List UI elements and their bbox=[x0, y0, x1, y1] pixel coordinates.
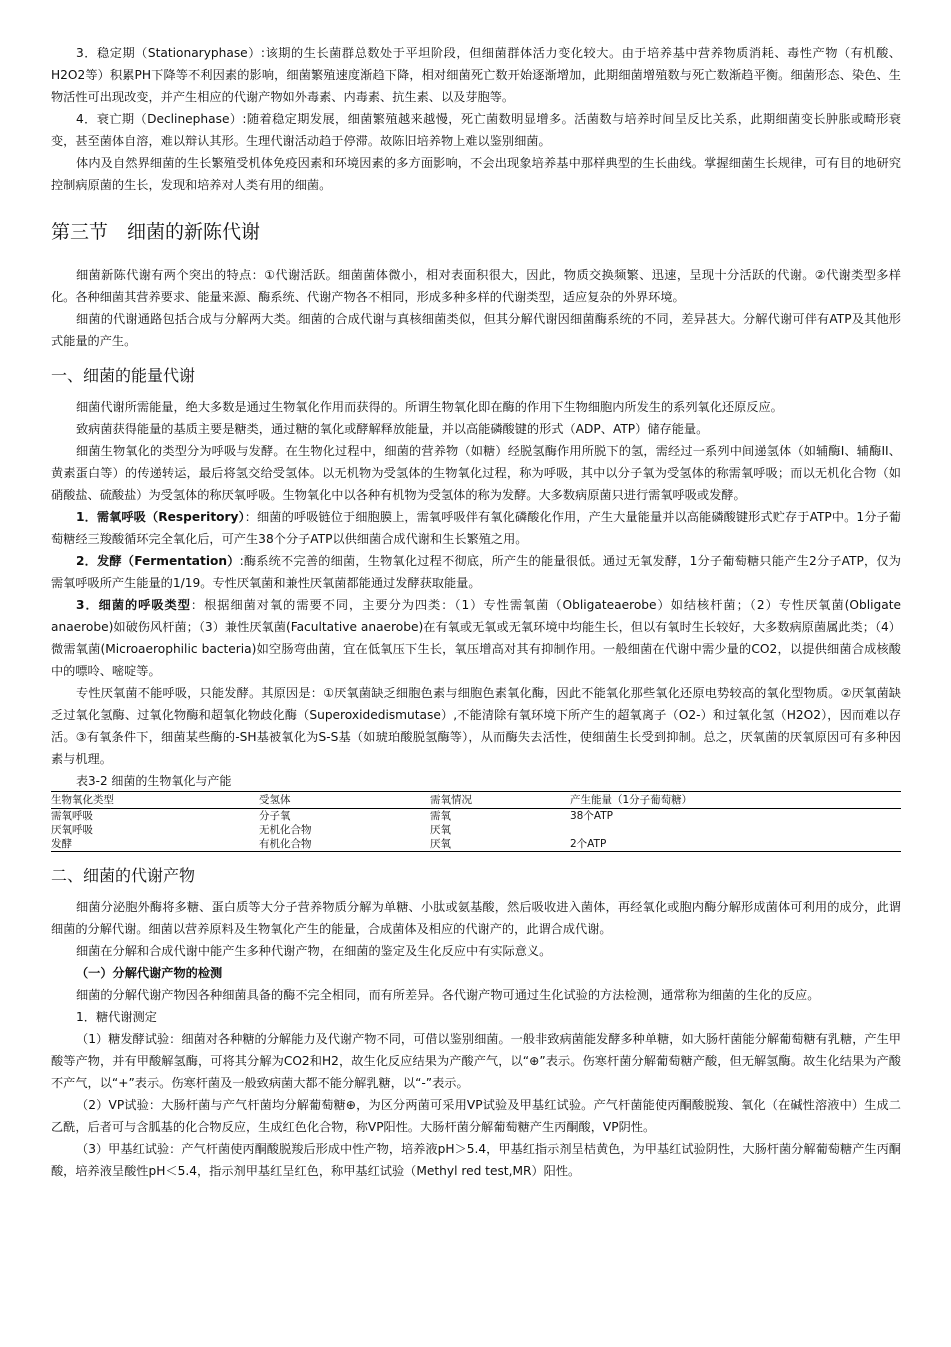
table-cell: 需氧 bbox=[430, 810, 451, 822]
table-header-row bbox=[51, 792, 901, 809]
energy-paragraph-2: 致病菌获得能量的基质主要是糖类，通过糖的氧化或酵解释放能量，并以高能磷酸键的形式（ADP、ATP）储存能量。 bbox=[76, 422, 709, 436]
table-row bbox=[51, 809, 901, 824]
table-cell: 需氧呼吸 bbox=[51, 810, 93, 822]
table-header-cell: 需氧情况 bbox=[430, 792, 570, 809]
aerobic-respiration-text: ：细菌的呼吸链位于细胞膜上，需氧呼吸伴有氧化磷酸化作用，产生大量能量并以高能磷酸键形式贮存于ATP中。1分子葡萄糖经三羧酸循环完全氧化后，可产生38个分子ATP以供细菌合成代谢和生长繁殖之用。 bbox=[51, 510, 901, 546]
oxidation-energy-table bbox=[51, 791, 901, 852]
products-paragraph-2: 细菌在分解和合成代谢中能产生多种代谢产物，在细菌的鉴定及生化反应中有实际意义。 bbox=[76, 944, 552, 958]
aerobic-respiration-item bbox=[51, 506, 901, 550]
sugar-fermentation-test-paragraph: （1）糖发酵试验：细菌对各种糖的分解能力及代谢产物不同，可借以鉴别细菌。一般非致病菌能发酵多种单糖，如大肠杆菌能分解葡萄糖有乳糖，产生甲酸等产物，并有甲酸解氢酶，可将其分解为CO2和H2，故生化反应结果为产酸产气，以“⊕”表示。伤寒杆菌分解葡萄糖产酸，但无解氢酶。故生化结果为产酸不产气，以“+”表示。伤寒杆菌及一般致病菌大都不能分解乳糖，以“-”表示。 bbox=[51, 1032, 901, 1090]
energy-paragraph-3: 细菌生物氧化的类型分为呼吸与发酵。在生物化过程中，细菌的营养物（如糖）经脱氢酶作用所脱下的氢，需经过一系列中间递氢体（如辅酶I、辅酶II、黄素蛋白等）的传递转运，最后将氢交给受氢体。以无机物为受氢体的生物氧化过程，称为呼吸，其中以分子氧为受氢体的称需氧呼吸；而以无机化合物（如硝酸盐、硫酸盐）为受氢体的称厌氧呼吸。生物氧化中以各种有机物为受氢体的称为发酵。大多数病原菌只进行需氧呼吸或发酵。 bbox=[51, 444, 901, 502]
products-paragraph-1: 细菌分泌胞外酶将多糖、蛋白质等大分子营养物质分解为单糖、小肽或氨基酸，然后吸收进入菌体，再经氧化或胞内酶分解形成菌体可利用的成分，此谓细菌的分解代谢。细菌以营养原料及生物氧化产生的能量，合成菌体及相应的代谢产的，此谓合成代谢。 bbox=[51, 900, 901, 936]
respiration-types-heading: 3．细菌的呼吸类型 bbox=[76, 598, 191, 612]
table-cell: 发酵 bbox=[51, 837, 259, 852]
metabolism-pathways-paragraph: 细菌的代谢通路包括合成与分解两大类。细菌的合成代谢与真核细菌类似，但其分解代谢因细菌酶系统的不同，差异甚大。分解代谢可伴有ATP及其他形式能量的产生。 bbox=[51, 312, 901, 348]
table-header-cell: 生物氧化类型 bbox=[51, 792, 259, 809]
stationary-phase-paragraph: 3．稳定期（Stationaryphase）:该期的生长菌群总数处于平坦阶段，但细菌群体活力变化较大。由于培养基中营养物质消耗、毒性产物（有机酸、H2O2等）积累PH下降等不利因素的影响，细菌繁殖速度渐趋下降，相对细菌死亡数开始逐渐增加，此期细菌增殖数与死亡数渐趋平衡。细菌形态、染色、生物活性可出现改变，并产生相应的代谢产物如外毒素、内毒素、抗生素、以及芽胞等。 bbox=[51, 46, 901, 104]
catabolism-detection-subheading-text: （一）分解代谢产物的检测 bbox=[76, 966, 223, 980]
vp-test-paragraph: （2）VP试验：大肠杆菌与产气杆菌均分解葡萄糖⊕，为区分两菌可采用VP试验及甲基红试验。产气杆菌能使丙酮酸脱羧、氧化（在碱性溶液中）生成二乙酰，后者可与含胍基的化合物反应，生成红色化合物，称VP阳性。大肠杆菌分解葡萄糖产生丙酮酸，VP阴性。 bbox=[51, 1098, 901, 1134]
products-paragraph-3: 细菌的分解代谢产物因各种细菌具备的酶不完全相同，而有所差异。各代谢产物可通过生化试验的方法检测，通常称为细菌的生化的反应。 bbox=[76, 988, 820, 1002]
table-cell: 厌氧呼吸 bbox=[51, 824, 93, 836]
methyl-red-test-paragraph: （3）甲基红试验：产气杆菌使丙酮酸脱羧后形成中性产物，培养液pH＞5.4，甲基红指示剂呈桔黄色，为甲基红试验阴性，大肠杆菌分解葡萄糖产生丙酮酸，培养液呈酸性pH＜5.4，指示剂甲基红呈红色，称甲基红试验（Methyl red test,MR）阳性。 bbox=[51, 1142, 901, 1178]
table-caption: 表3-2 细菌的生物氧化与产能 bbox=[76, 774, 232, 788]
table-row bbox=[51, 837, 901, 852]
table-cell: 2个ATP bbox=[570, 837, 901, 852]
table-cell: 有机化合物 bbox=[259, 837, 430, 852]
fermentation-text: :酶系统不完善的细菌，生物氧化过程不彻底，所产生的能量很低。通过无氧发酵，1分子葡萄糖只能产生2分子ATP，仅为需氧呼吸所产生能量的1/19。专性厌氧菌和兼性厌氧菌都能通过发酵获取能量。 bbox=[51, 554, 901, 590]
energy-metabolism-heading: 一、细菌的能量代谢 bbox=[51, 366, 196, 385]
catabolism-detection-subheading bbox=[51, 962, 901, 984]
table-cell: 无机化合物 bbox=[259, 824, 312, 836]
metabolism-features-paragraph: 细菌新陈代谢有两个突出的特点：①代谢活跃。细菌菌体微小，相对表面积很大，因此，物质交换频繁、迅速，呈现十分活跃的代谢。②代谢类型多样化。各种细菌其营养要求、能量来源、酶系统、代谢产物各不相同，形成多种多样的代谢类型，适应复杂的外界环境。 bbox=[51, 268, 901, 304]
table-row bbox=[51, 823, 901, 837]
metabolic-products-heading: 二、细菌的代谢产物 bbox=[51, 866, 196, 885]
respiration-types-item bbox=[51, 594, 901, 682]
sugar-metabolism-item: 1．糖代谢测定 bbox=[76, 1010, 157, 1024]
table-header-cell: 产生能量（1分子葡萄糖） bbox=[570, 792, 901, 809]
table-header-cell: 受氢体 bbox=[259, 792, 430, 809]
table-cell: 厌氧 bbox=[430, 824, 451, 836]
table-cell bbox=[570, 823, 901, 837]
table-cell: 分子氧 bbox=[259, 810, 291, 822]
table-cell: 厌氧 bbox=[430, 837, 570, 852]
aerobic-respiration-heading: 1．需氧呼吸（Resperitory） bbox=[76, 510, 245, 524]
table-cell: 38个ATP bbox=[570, 810, 613, 822]
anaerobe-paragraph: 专性厌氧菌不能呼吸，只能发酵。其原因是：①厌氧菌缺乏细胞色素与细胞色素氧化酶，因此不能氧化那些氧化还原电势较高的氧化型物质。②厌氧菌缺乏过氧化氢酶、过氧化物酶和超氧化物歧化酶（Superoxidedismutase）,不能清除有氧环境下所产生的超氧离子（O2-）和过氧化氢（H2O2），因而难以存活。③有氧条件下，细菌某些酶的-SH基被氧化为S-S基（如琥珀酸脱氢酶等），从而酶失去活性，使细菌生长受到抑制。总之，厌氧菌的厌氧原因可有多种因素与机理。 bbox=[51, 686, 901, 766]
respiration-types-text: ：根据细菌对氧的需要不同，主要分为四类：（1）专性需氧菌（Obligateaerobe）如结核杆菌；（2）专性厌氧菌(Obligate anaerobe)如破伤风杆菌；（3）兼性厌氧菌(Facultative anaerobe)在有氧或无氧或无氧环境中均能生长，但以有氧时生长较好，大多数病原菌属此类；（4）微需氧菌(Microaerophilic bacteria)如空肠弯曲菌，宜在低氧压下生长，氧压增高对其有抑制作用。一般细菌在代谢中需少量的CO2，以提供细菌合成核酸中的嘌呤、嘧啶等。 bbox=[51, 598, 901, 678]
fermentation-item bbox=[51, 550, 901, 594]
growth-law-paragraph: 体内及自然界细菌的生长繁殖受机体免疫因素和环境因素的多方面影响，不会出现象培养基中那样典型的生长曲线。掌握细菌生长规律，可有目的地研究控制病原菌的生长，发现和培养对人类有用的细菌。 bbox=[51, 156, 901, 192]
decline-phase-paragraph: 4．衰亡期（Declinephase）:随着稳定期发展，细菌繁殖越来越慢，死亡菌数明显增多。活菌数与培养时间呈反比关系，此期细菌变长肿胀或畸形衰变，甚至菌体自溶，难以辩认其形。生理代谢活动趋于停滞。故陈旧培养物上难以鉴别细菌。 bbox=[51, 112, 901, 148]
fermentation-heading: 2．发酵（Fermentation） bbox=[76, 554, 240, 568]
energy-paragraph-1: 细菌代谢所需能量，绝大多数是通过生物氧化作用而获得的。所谓生物氧化即在酶的作用下生物细胞内所发生的系列氧化还原反应。 bbox=[76, 400, 783, 414]
section-title: 第三节 细菌的新陈代谢 bbox=[51, 221, 261, 243]
